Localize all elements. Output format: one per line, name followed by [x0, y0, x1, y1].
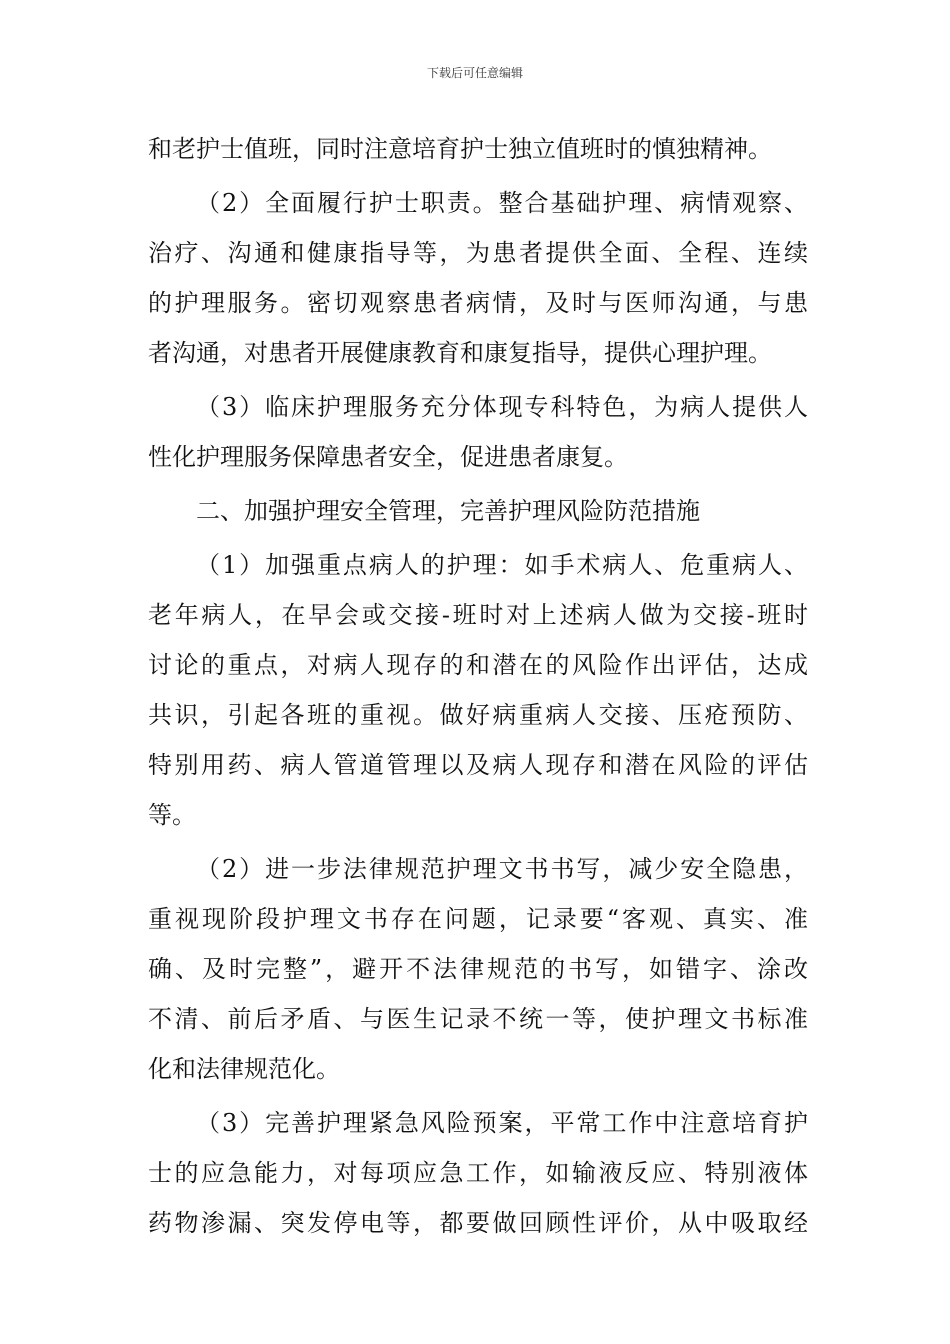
- text-line: 确、及时完整”，避开不法律规范的书写，如错字、涂改: [148, 955, 808, 983]
- text-line: 讨论的重点，对病人现存的和潜在的风险作出评估，达成: [148, 651, 808, 679]
- text-line: 特别用药、病人管道管理以及病人现存和潜在风险的评估: [148, 751, 808, 779]
- paragraph: [148, 124, 808, 174]
- text-line: 重视现阶段护理文书存在问题，记录要“客观、真实、准: [148, 905, 808, 933]
- text-line: 和老护士值班，同时注意培育护士独立值班时的慎独精神。: [148, 135, 772, 163]
- paragraph: [148, 1098, 808, 1248]
- text-line: 老年病人，在早会或交接-班时对上述病人做为交接-班时: [148, 601, 808, 629]
- paragraph: [148, 382, 808, 482]
- text-line: 药物渗漏、突发停电等，都要做回顾性评价，从中吸取经: [148, 1209, 808, 1237]
- text-line: 共识，引起各班的重视。做好病重病人交接、压疮预防、: [148, 701, 808, 729]
- text-line: （3）临床护理服务充分体现专科特色，为病人提供人: [196, 393, 808, 421]
- text-line: 士的应急能力，对每项应急工作，如输液反应、特别液体: [148, 1159, 808, 1187]
- text-line: 的护理服务。密切观察患者病情，及时与医师沟通，与患: [148, 289, 808, 317]
- text-line: 性化护理服务保障患者安全，促进患者康复。: [148, 443, 628, 471]
- paragraph: [148, 844, 808, 1094]
- document-body: [148, 124, 808, 1248]
- page-header: 下载后可任意编辑: [426, 66, 523, 80]
- text-line: （2）进一步法律规范护理文书书写，减少安全隐患，: [196, 855, 808, 883]
- paragraph: [148, 540, 808, 840]
- paragraph: [148, 178, 808, 378]
- text-line: （1）加强重点病人的护理：如手术病人、危重病人、: [196, 551, 808, 579]
- text-line: （2）全面履行护士职责。整合基础护理、病情观察、: [196, 189, 808, 217]
- text-line: 等。: [148, 801, 196, 829]
- text-line: （3）完善护理紧急风险预案，平常工作中注意培育护: [196, 1109, 808, 1137]
- text-line: 二、加强护理安全管理，完善护理风险防范措施: [196, 497, 700, 525]
- text-line: 化和法律规范化。: [148, 1055, 340, 1083]
- text-line: 不清、前后矛盾、与医生记录不统一等，使护理文书标准: [148, 1005, 808, 1033]
- text-line: 者沟通，对患者开展健康教育和康复指导，提供心理护理。: [148, 339, 772, 367]
- section-heading: [148, 486, 808, 536]
- text-line: 治疗、沟通和健康指导等，为患者提供全面、全程、连续: [148, 239, 808, 267]
